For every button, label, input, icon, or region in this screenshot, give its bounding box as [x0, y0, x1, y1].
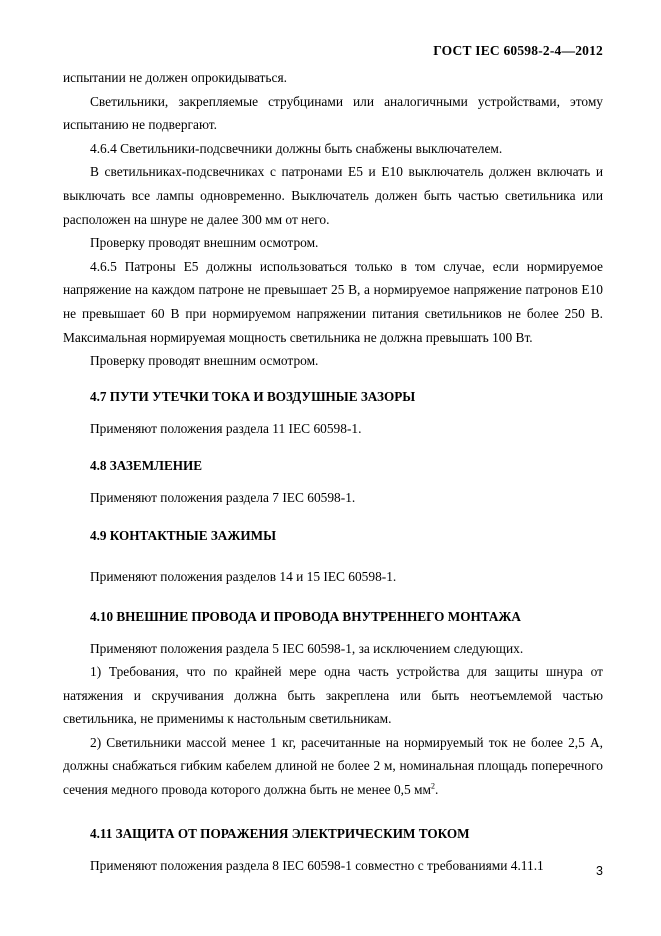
section-4-11-text: Применяют положения раздела 8 IEC 60598-1 совместно с требованиями 4.11.1 [90, 857, 544, 873]
page-number: 3 [596, 864, 603, 878]
superscript-squared: 2 [431, 781, 436, 791]
paragraph-visual-inspection-2: Проверку проводят внешним осмотром. [90, 353, 319, 369]
section-4-10-item-1: 1) Требования, что по крайней мере одна часть устройства для защиты шнура от натяжения и скручивания должна быть закреплена или быть неотъемлемой частью светильника, не применимы к настольным светильникам. [63, 664, 603, 727]
section-4-11-heading: 4.11 ЗАЩИТА ОТ ПОРАЖЕНИЯ ЭЛЕКТРИЧЕСКИМ ТОКОМ [90, 825, 470, 841]
section-4-7-heading: 4.7 ПУТИ УТЕЧКИ ТОКА И ВОЗДУШНЫЕ ЗАЗОРЫ [90, 388, 416, 404]
section-4-10-item-2-end: . [435, 782, 439, 798]
clause-4-6-4: 4.6.4 Светильники-подсвечники должны быть снабжены выключателем. [90, 140, 503, 156]
clause-4-6-5: 4.6.5 Патроны Е5 должны использоваться только в том случае, если нормируемое напряжение на каждом патроне не превышает 25 В, а нормируемое напряжение патронов Е10 не превышает 60 В при нормируемом напряжении питания светильников не более 250 В. Максимальная нормируемая мощность светильника не должна превышать 100 Вт. [63, 258, 603, 345]
section-4-10-text: Применяют положения раздела 5 IEC 60598-1, за исключением следующих. [90, 640, 524, 656]
paragraph-clamp-luminaires: Светильники, закрепляемые струбцинами или аналогичными устройствами, этому испытанию не подвергают. [63, 93, 603, 133]
section-4-7-text: Применяют положения раздела 11 IEC 60598-1. [90, 420, 362, 436]
paragraph-switch-requirement: В светильниках-подсвечниках с патронами Е5 и Е10 выключатель должен включать и выключать все лампы одновременно. Выключатель должен быть частью светильника или расположен на шнуре не далее 300 мм от него. [63, 164, 603, 227]
section-4-8-text: Применяют положения раздела 7 IEC 60598-1. [90, 490, 356, 506]
section-4-10-item-2 [63, 731, 603, 802]
standard-code-header: ГОСТ IEC 60598-2-4—2012 [433, 43, 603, 58]
paragraph-continuation: испытании не должен опрокидываться. [63, 70, 287, 85]
section-4-10-heading: 4.10 ВНЕШНИЕ ПРОВОДА И ПРОВОДА ВНУТРЕННЕГО МОНТАЖА [90, 608, 521, 624]
paragraph-visual-inspection-1: Проверку проводят внешним осмотром. [90, 235, 319, 251]
section-4-8-heading: 4.8 ЗАЗЕМЛЕНИЕ [90, 458, 203, 474]
section-4-9-heading: 4.9 КОНТАКТНЫЕ ЗАЖИМЫ [90, 527, 277, 543]
page-content [63, 66, 603, 877]
section-4-9-text: Применяют положения разделов 14 и 15 IEC 60598-1. [90, 568, 397, 584]
section-4-10-item-2-text: 2) Светильники массой менее 1 кг, расечитанные на нормируемый ток не более 2,5 А, должны снабжаться гибким кабелем длиной не более 2 м, номинальная площадь поперечного сечения медного провода которого должна быть не менее 0,5 мм [63, 734, 603, 798]
